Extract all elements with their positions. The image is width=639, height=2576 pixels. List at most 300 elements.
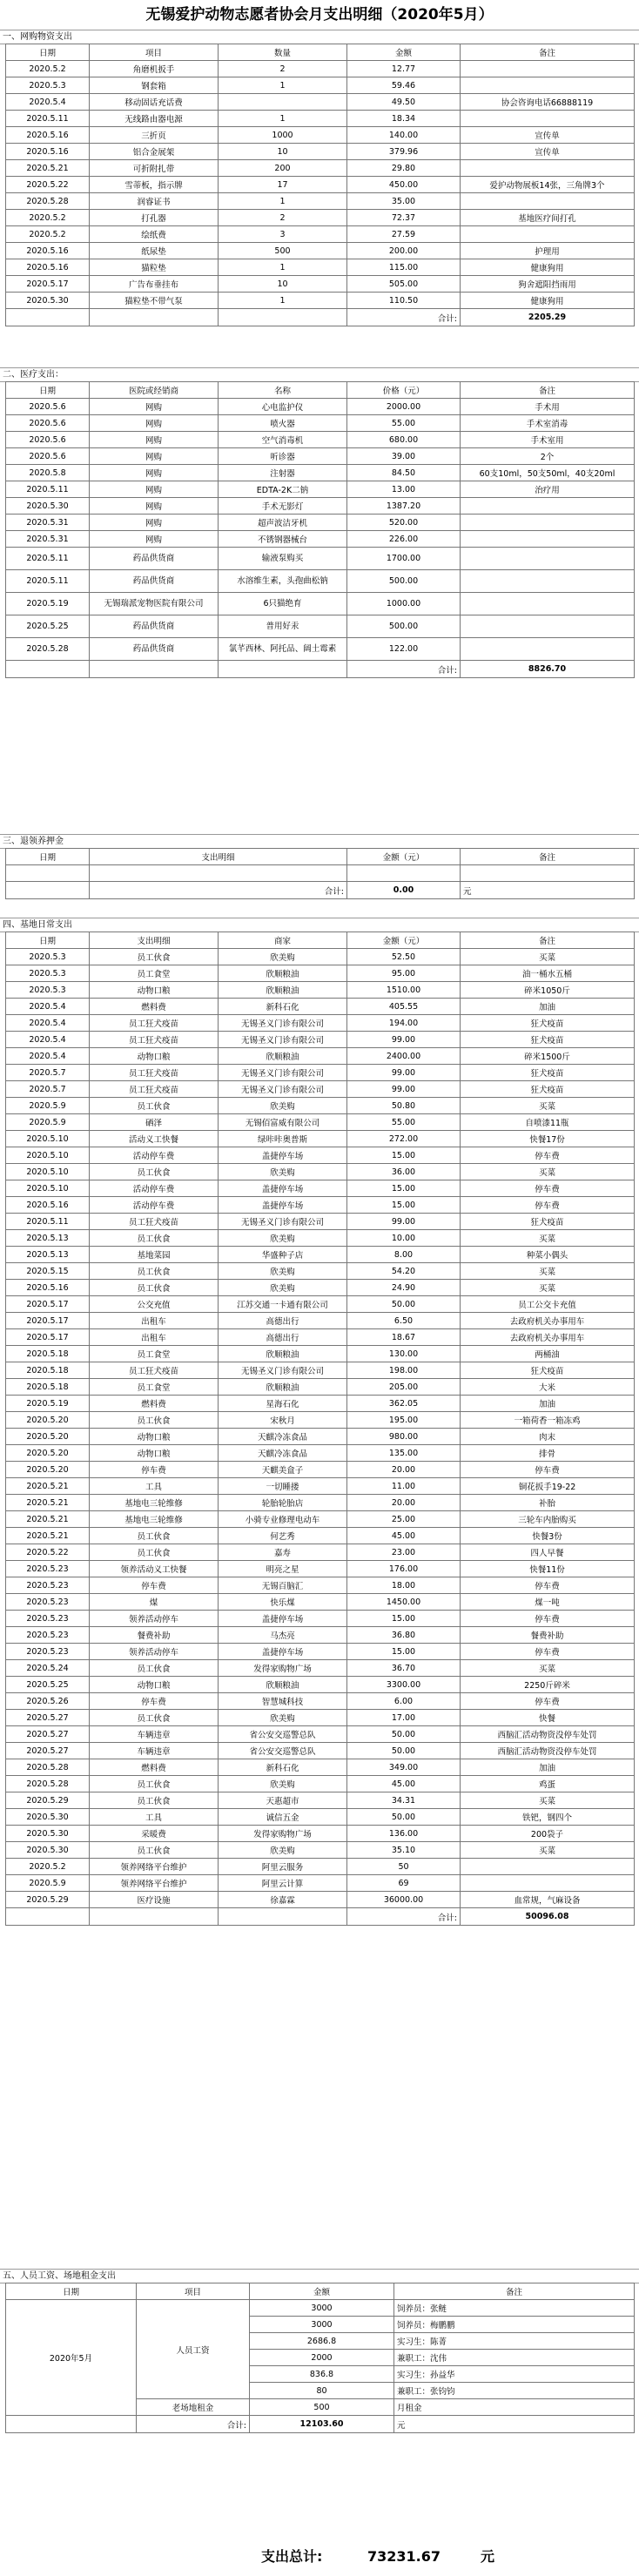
cell-amount: 12.77 (347, 61, 461, 77)
cell-price: 2000.00 (347, 399, 461, 415)
cell-date: 2020.5.16 (6, 243, 90, 259)
col-note: 备注 (461, 44, 635, 61)
blank-cell (6, 1908, 90, 1926)
cell-detail: 动物口粮 (90, 1429, 219, 1445)
table-row (6, 1759, 635, 1776)
cell-date: 2020.5.15 (6, 1263, 90, 1280)
table-row (6, 193, 635, 210)
table-row (6, 1842, 635, 1859)
header-row (6, 932, 635, 949)
cell-date: 2020.5.10 (6, 1147, 90, 1164)
cell-merchant: 快乐煤 (219, 1594, 347, 1611)
cell-qty: 2 (219, 61, 347, 77)
table-row (6, 1544, 635, 1561)
cell-detail: 员工狂犬疫苗 (90, 1065, 219, 1081)
cell-merchant: 明亮之星 (219, 1561, 347, 1577)
cell-qty (219, 94, 347, 111)
cell-vendor: 网购 (90, 531, 219, 548)
cell-detail: 动物口粮 (90, 1445, 219, 1462)
cell-detail: 动物口粮 (90, 1048, 219, 1065)
cell-date: 2020.5.21 (6, 160, 90, 177)
cell-date: 2020.5.13 (6, 1247, 90, 1263)
cell-amount: 50.00 (347, 1809, 461, 1826)
cell-detail: 领养网络平台维护 (90, 1875, 219, 1892)
cell-date: 2020.5.9 (6, 1098, 90, 1114)
cell-date: 2020.5.27 (6, 1710, 90, 1726)
cell-amount: 200.00 (347, 243, 461, 259)
cell-amount: 2686.8 (250, 2333, 394, 2350)
cell-amount: 450.00 (347, 177, 461, 193)
cell-detail: 停车费 (90, 1462, 219, 1478)
cell-amount: 54.20 (347, 1263, 461, 1280)
cell-note (461, 570, 635, 593)
cell-note: 健康狗用 (461, 293, 635, 309)
blank-cell (219, 661, 347, 678)
table-row (6, 144, 635, 160)
table-row (6, 1594, 635, 1611)
cell-vendor: 网购 (90, 448, 219, 465)
cell-merchant: 省公安交巡警总队 (219, 1743, 347, 1759)
cell-date: 2020.5.3 (6, 965, 90, 982)
cell-date: 2020.5.19 (6, 593, 90, 615)
cell-amount: 8.00 (347, 1247, 461, 1263)
table-row (6, 1114, 635, 1131)
cell-date: 2020.5.11 (6, 548, 90, 570)
cell-name: 空气消毒机 (219, 432, 347, 448)
cell-date: 2020.5.23 (6, 1577, 90, 1594)
cell-price: 500.00 (347, 570, 461, 593)
cell-amount: 1450.00 (347, 1594, 461, 1611)
blank-cell (219, 1908, 347, 1926)
cell-date: 2020.5.25 (6, 1677, 90, 1693)
table-row (6, 1131, 635, 1147)
cell-note: 宣传单 (461, 144, 635, 160)
cell-merchant: 盖捷停车场 (219, 1611, 347, 1627)
daily-expense-table (5, 932, 635, 1926)
cell-amount: 99.00 (347, 1214, 461, 1230)
cell-detail: 硒泽 (90, 1114, 219, 1131)
cell-date: 2020.5.27 (6, 1726, 90, 1743)
section-2-heading: 二、医疗支出： (0, 367, 639, 382)
cell-merchant: 小骑专业修理电动车 (219, 1511, 347, 1528)
table-row (6, 1445, 635, 1462)
cell-merchant: 欣美购 (219, 1842, 347, 1859)
table-row (6, 1081, 635, 1098)
cell-merchant: 欣美购 (219, 949, 347, 965)
cell-item: 无线路由器电源 (90, 111, 219, 127)
cell-detail: 员工狂犬疫苗 (90, 1362, 219, 1379)
cell-name: 不锈钢器械台 (219, 531, 347, 548)
cell-note: 停车费 (461, 1197, 635, 1214)
cell-merchant: 欣美购 (219, 1098, 347, 1114)
cell-amount: 405.55 (347, 999, 461, 1015)
cell-date: 2020.5.9 (6, 1875, 90, 1892)
cell-amount: 49.50 (347, 94, 461, 111)
cell-detail: 活动停车费 (90, 1180, 219, 1197)
cell-merchant: 无锡圣义门诊有限公司 (219, 1081, 347, 1098)
table-row (6, 1478, 635, 1495)
cell-price: 39.00 (347, 448, 461, 465)
col-note: 备注 (461, 932, 635, 949)
table-row (6, 1197, 635, 1214)
cell-date: 2020.5.4 (6, 94, 90, 111)
cell-merchant: 欣顺粮油 (219, 1346, 347, 1362)
cell-note: 200袋子 (461, 1826, 635, 1842)
cell-note (461, 531, 635, 548)
cell-detail: 员工伙食 (90, 1164, 219, 1180)
cell-merchant: 轮胎轮胎店 (219, 1495, 347, 1511)
cell-qty: 1000 (219, 127, 347, 144)
cell-note: 狂犬疫苗 (461, 1362, 635, 1379)
cell-amount: 362.05 (347, 1396, 461, 1412)
cell-date: 2020.5.28 (6, 1776, 90, 1792)
cell-note (461, 226, 635, 243)
table-row (6, 1495, 635, 1511)
cell-detail: 员工伙食 (90, 1842, 219, 1859)
cell-note: 三轮车内胎购买 (461, 1511, 635, 1528)
table-row (6, 1313, 635, 1329)
cell-amount: 55.00 (347, 1114, 461, 1131)
cell-amount: 17.00 (347, 1710, 461, 1726)
table-row (6, 1611, 635, 1627)
cell-item: 老场地租金 (137, 2399, 250, 2416)
cell-name: 氯芊西林、阿托品、阔土霉素 (219, 638, 347, 661)
blank-cell (90, 661, 219, 678)
cell-merchant: 盖捷停车场 (219, 1197, 347, 1214)
cell-note: 加油 (461, 1759, 635, 1776)
table-row (6, 1710, 635, 1726)
table-row (6, 999, 635, 1015)
table-row (6, 982, 635, 999)
cell-detail: 员工伙食 (90, 1263, 219, 1280)
cell-amount: 15.00 (347, 1644, 461, 1660)
cell-note: 宣传单 (461, 127, 635, 144)
grand-total (0, 2544, 639, 2570)
cell-merchant: 智慧城科技 (219, 1693, 347, 1710)
cell-note: 快餐3份 (461, 1528, 635, 1544)
cell-note: 餐费补助 (461, 1627, 635, 1644)
cell-note: 饲养员：张鲢 (394, 2300, 635, 2317)
cell-amount: 50.00 (347, 1296, 461, 1313)
cell-vendor: 药品供货商 (90, 548, 219, 570)
cell-amount: 195.00 (347, 1412, 461, 1429)
cell-note: 协会咨询电话66888119 (461, 94, 635, 111)
cell-detail: 车辆违章 (90, 1743, 219, 1759)
cell-name: 输液泵购买 (219, 548, 347, 570)
cell-merchant: 天惠超市 (219, 1792, 347, 1809)
cell-date: 2020.5.16 (6, 1197, 90, 1214)
cell-note: 停车费 (461, 1147, 635, 1164)
cell-note: 快餐17份 (461, 1131, 635, 1147)
cell-note: 2个 (461, 448, 635, 465)
cell-date: 2020年5月 (6, 2300, 137, 2416)
cell-amount: 18.00 (347, 1577, 461, 1594)
table-row (6, 226, 635, 243)
cell-date: 2020.5.3 (6, 982, 90, 999)
cell-note: 月租金 (394, 2399, 635, 2416)
header-row (6, 2283, 635, 2300)
deposit-refund-table (5, 848, 635, 899)
cell-detail: 领养网络平台维护 (90, 1859, 219, 1875)
total-value: 12103.60 (250, 2416, 394, 2433)
cell-date: 2020.5.21 (6, 1478, 90, 1495)
cell-price: 226.00 (347, 531, 461, 548)
table-row (6, 1859, 635, 1875)
cell-amount: 50.80 (347, 1098, 461, 1114)
cell-amount: 205.00 (347, 1379, 461, 1396)
cell-price: 680.00 (347, 432, 461, 448)
cell-date: 2020.5.4 (6, 999, 90, 1015)
col-name: 名称 (219, 382, 347, 399)
cell-name: 心电监护仪 (219, 399, 347, 415)
table-row (6, 1429, 635, 1445)
cell-merchant: 盖捷停车场 (219, 1644, 347, 1660)
table-row (6, 949, 635, 965)
cell-note (461, 160, 635, 177)
cell-vendor: 网购 (90, 481, 219, 498)
cell-item: 可折附扎带 (90, 160, 219, 177)
cell-detail: 员工狂犬疫苗 (90, 1015, 219, 1032)
cell-date: 2020.5.24 (6, 1660, 90, 1677)
cell-detail: 动物口粮 (90, 982, 219, 999)
cell-date: 2020.5.18 (6, 1346, 90, 1362)
cell-detail: 员工伙食 (90, 1660, 219, 1677)
cell-amount: 36.80 (347, 1627, 461, 1644)
cell-vendor: 网购 (90, 498, 219, 515)
cell-price: 55.00 (347, 415, 461, 432)
cell-merchant: 宋秋月 (219, 1412, 347, 1429)
total-row (6, 1908, 635, 1926)
cell-price: 1000.00 (347, 593, 461, 615)
total-value: 50096.08 (461, 1908, 635, 1926)
cell-merchant: 盖捷停车场 (219, 1147, 347, 1164)
table-row (6, 1726, 635, 1743)
table-row (6, 448, 635, 465)
cell-merchant: 马杰亮 (219, 1627, 347, 1644)
cell-detail: 领养活动停车 (90, 1644, 219, 1660)
cell-amount: 45.00 (347, 1776, 461, 1792)
cell-name: 喷火器 (219, 415, 347, 432)
cell-note: 手术室消毒 (461, 415, 635, 432)
total-label: 合计: (137, 2416, 250, 2433)
cell-date: 2020.5.23 (6, 1627, 90, 1644)
cell-amount: 3300.00 (347, 1677, 461, 1693)
cell-detail: 员工狂犬疫苗 (90, 1032, 219, 1048)
cell-date: 2020.5.2 (6, 210, 90, 226)
cell-date: 2020.5.25 (6, 615, 90, 638)
cell-date: 2020.5.23 (6, 1644, 90, 1660)
cell-amount: 99.00 (347, 1032, 461, 1048)
cell-price: 520.00 (347, 515, 461, 531)
cell-amount: 272.00 (347, 1131, 461, 1147)
cell-date: 2020.5.10 (6, 1164, 90, 1180)
cell-qty: 500 (219, 243, 347, 259)
cell-merchant: 盖捷停车场 (219, 1180, 347, 1197)
cell-qty: 10 (219, 276, 347, 293)
cell-amount: 6.50 (347, 1313, 461, 1329)
table-row (6, 111, 635, 127)
cell-amount: 18.34 (347, 111, 461, 127)
cell-merchant: 无锡佰富威有限公司 (219, 1114, 347, 1131)
cell-note: 种菜小偶头 (461, 1247, 635, 1263)
cell-amount: 135.00 (347, 1445, 461, 1462)
cell-note: 买菜 (461, 1164, 635, 1180)
table-row (6, 481, 635, 498)
total-label: 合计: (347, 309, 461, 326)
table-row (6, 1296, 635, 1313)
cell-note: 肉末 (461, 1429, 635, 1445)
cell-amount: 29.80 (347, 160, 461, 177)
cell-amount: 25.00 (347, 1511, 461, 1528)
table-row (6, 77, 635, 94)
cell-note: 停车费 (461, 1611, 635, 1627)
cell-name: 听诊器 (219, 448, 347, 465)
table-row (6, 1462, 635, 1478)
section-1-heading: 一、网购物资支出 (0, 30, 639, 44)
cell-merchant: 欣美购 (219, 1263, 347, 1280)
cell-date: 2020.5.13 (6, 1230, 90, 1247)
cell-name: 手术无影灯 (219, 498, 347, 515)
table-row (6, 94, 635, 111)
cell-note: 停车费 (461, 1180, 635, 1197)
cell-note: 铜花扳手19-22 (461, 1478, 635, 1495)
cell-amount: 2000 (250, 2350, 394, 2366)
cell-detail: 员工伙食 (90, 1230, 219, 1247)
cell-merchant: 无锡圣义门诊有限公司 (219, 1065, 347, 1081)
cell-item: 广告布垂挂布 (90, 276, 219, 293)
cell-note: 两桶油 (461, 1346, 635, 1362)
total-row (6, 661, 635, 678)
cell-detail: 基地电三轮维修 (90, 1495, 219, 1511)
cell-date: 2020.5.17 (6, 276, 90, 293)
cell-note: 买菜 (461, 1842, 635, 1859)
cell-detail: 燃料费 (90, 1396, 219, 1412)
table-row (6, 1792, 635, 1809)
cell-date: 2020.5.10 (6, 1131, 90, 1147)
cell-date: 2020.5.31 (6, 531, 90, 548)
col-note: 备注 (461, 382, 635, 399)
grand-total-value: 73231.67 (367, 2548, 441, 2565)
table-row (6, 515, 635, 531)
cell-date: 2020.5.20 (6, 1429, 90, 1445)
cell-qty: 1 (219, 111, 347, 127)
cell-detail: 员工食堂 (90, 1379, 219, 1396)
cell-date: 2020.5.4 (6, 1032, 90, 1048)
cell-amount: 3000 (250, 2300, 394, 2317)
cell-note (461, 193, 635, 210)
cell-merchant: 江苏交通一卡通有限公司 (219, 1296, 347, 1313)
cell-detail: 动物口粮 (90, 1677, 219, 1693)
cell-date: 2020.5.28 (6, 193, 90, 210)
col-merchant: 商家 (219, 932, 347, 949)
cell-note: 停车费 (461, 1462, 635, 1478)
table-row (6, 1346, 635, 1362)
cell-detail: 员工伙食 (90, 1528, 219, 1544)
table-row (6, 1280, 635, 1296)
cell-note (461, 515, 635, 531)
cell-detail: 燃料费 (90, 1759, 219, 1776)
cell-date: 2020.5.2 (6, 1859, 90, 1875)
total-label: 合计: (347, 661, 461, 678)
col-item: 项目 (137, 2283, 250, 2300)
cell-date: 2020.5.10 (6, 1180, 90, 1197)
cell-note (461, 111, 635, 127)
cell-date: 2020.5.20 (6, 1462, 90, 1478)
cell-amount: 15.00 (347, 1197, 461, 1214)
cell-amount: 27.59 (347, 226, 461, 243)
cell-note: 实习生：陈菁 (394, 2333, 635, 2350)
cell-date: 2020.5.16 (6, 259, 90, 276)
cell-vendor: 网购 (90, 415, 219, 432)
cell-merchant: 欣美购 (219, 1280, 347, 1296)
col-note: 备注 (394, 2283, 635, 2300)
cell-detail: 员工伙食 (90, 949, 219, 965)
cell-amount: 80 (250, 2383, 394, 2399)
table-row (6, 293, 635, 309)
cell-detail: 公交充值 (90, 1296, 219, 1313)
cell-item: 钢套箱 (90, 77, 219, 94)
cell-amount: 59.46 (347, 77, 461, 94)
cell-note: 油一桶水五桶 (461, 965, 635, 982)
col-item: 项目 (90, 44, 219, 61)
cell-amount: 99.00 (347, 1065, 461, 1081)
table-row (6, 1065, 635, 1081)
cell-merchant: 发得家购物广场 (219, 1660, 347, 1677)
cell-detail: 领养活动义工快餐 (90, 1561, 219, 1577)
cell-note (461, 593, 635, 615)
cell-note: 健康狗用 (461, 259, 635, 276)
cell-note: 煤一吨 (461, 1594, 635, 1611)
table-row (6, 1511, 635, 1528)
cell-note: 快餐11份 (461, 1561, 635, 1577)
cell-amount: 980.00 (347, 1429, 461, 1445)
cell-date: 2020.5.11 (6, 570, 90, 593)
cell-qty: 10 (219, 144, 347, 160)
medical-table (5, 381, 635, 678)
cell-note: 补胎 (461, 1495, 635, 1511)
cell-amount: 379.96 (347, 144, 461, 160)
table-row (6, 1164, 635, 1180)
total-row (6, 2416, 635, 2433)
table-row (6, 465, 635, 481)
cell-note (461, 638, 635, 661)
col-detail: 支出明细 (90, 849, 347, 865)
cell-date: 2020.5.30 (6, 1809, 90, 1826)
cell-price: 1700.00 (347, 548, 461, 570)
cell-note: 快餐 (461, 1710, 635, 1726)
cell-date: 2020.5.6 (6, 432, 90, 448)
cell-amount: 198.00 (347, 1362, 461, 1379)
cell-detail: 员工伙食 (90, 1792, 219, 1809)
cell-note: 饲养员：梅鹏鹏 (394, 2317, 635, 2333)
table-row (6, 160, 635, 177)
cell-amount: 36.00 (347, 1164, 461, 1180)
cell-name: 超声波洁牙机 (219, 515, 347, 531)
table-row (6, 1776, 635, 1792)
cell-qty: 1 (219, 259, 347, 276)
cell-date: 2020.5.28 (6, 638, 90, 661)
cell-merchant: 无锡百脑汇 (219, 1577, 347, 1594)
cell-merchant: 高德出行 (219, 1329, 347, 1346)
cell-note: 手术用 (461, 399, 635, 415)
cell-amount: 18.67 (347, 1329, 461, 1346)
cell-detail: 工具 (90, 1809, 219, 1826)
cell-note: 狂犬疫苗 (461, 1214, 635, 1230)
cell-date: 2020.5.2 (6, 226, 90, 243)
cell-note (461, 615, 635, 638)
col-note: 备注 (461, 849, 635, 865)
cell-amount: 500 (250, 2399, 394, 2416)
